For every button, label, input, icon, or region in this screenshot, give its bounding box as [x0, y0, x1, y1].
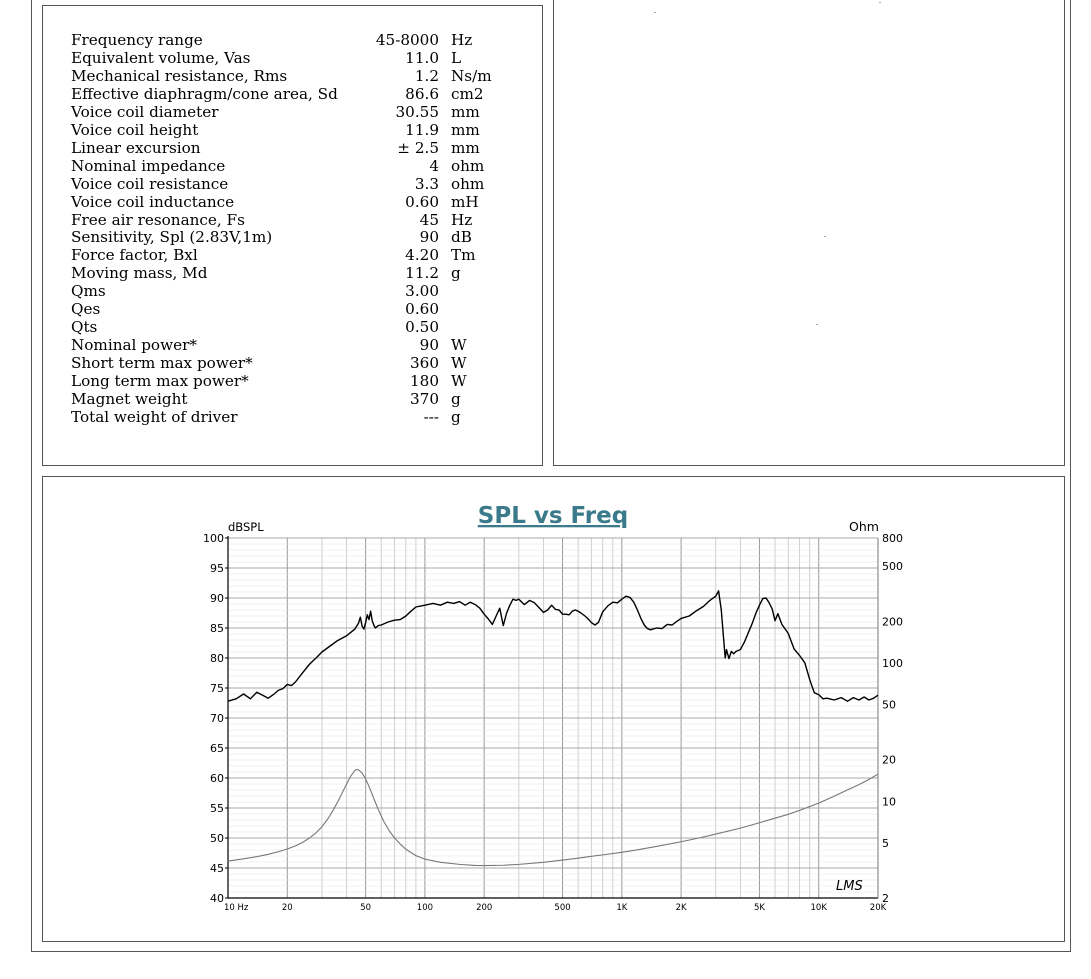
spec-value: 11.2	[405, 264, 439, 283]
x-tick-label: 20K	[869, 903, 887, 913]
spec-label: Nominal impedance	[71, 156, 226, 175]
x-tick-label: 200	[476, 903, 493, 913]
y2-tick-label: 50	[882, 698, 896, 712]
y-tick-label: 65	[210, 742, 224, 755]
spec-value: 0.50	[405, 318, 439, 337]
spec-label: Linear excursion	[71, 138, 201, 157]
spec-value: 180	[410, 372, 439, 391]
spec-unit: Hz	[451, 31, 473, 49]
spec-label: Qts	[71, 318, 98, 337]
spec-value: 0.60	[405, 192, 439, 211]
spec-label: Voice coil height	[71, 120, 199, 139]
y-tick-label: 85	[210, 622, 224, 635]
x-tick-label: 10 Hz	[224, 903, 249, 913]
spec-value: 1.2	[414, 66, 439, 85]
y2-tick-label: 100	[882, 656, 903, 670]
y2-tick-label: 800	[882, 532, 903, 545]
chart-grid	[228, 538, 878, 898]
spec-label: Short term max power*	[71, 354, 253, 373]
spec-unit: W	[451, 336, 467, 355]
spec-value: 86.6	[405, 84, 439, 103]
spec-unit: W	[451, 354, 467, 373]
x-tick-label: 100	[416, 903, 434, 913]
y2-tick-label: 5	[882, 836, 889, 850]
spec-unit: g	[451, 264, 461, 283]
spec-value: 360	[410, 354, 439, 373]
spec-label: Effective diaphragm/cone area, Sd	[71, 84, 338, 103]
y2-tick-label: 10	[882, 795, 896, 809]
spec-value: 11.9	[405, 120, 439, 139]
spec-label: Magnet weight	[71, 390, 188, 408]
spec-label: Qms	[71, 282, 106, 301]
spec-label: Voice coil diameter	[71, 102, 219, 121]
spec-unit: mm	[451, 138, 480, 157]
spec-label: Voice coil inductance	[71, 192, 235, 211]
chart-title: SPL vs Freq	[477, 503, 629, 529]
y-tick-label: 70	[210, 712, 224, 725]
spec-unit: g	[451, 390, 461, 408]
spec-label: Voice coil resistance	[71, 174, 229, 193]
spec-unit: Tm	[451, 246, 476, 265]
spec-label: Free air resonance, Fs	[71, 210, 245, 229]
spec-label: Nominal power*	[71, 336, 197, 355]
spec-label: Equivalent volume, Vas	[71, 48, 251, 67]
y-tick-label: 80	[210, 652, 224, 665]
x-tick-label: 1K	[616, 903, 628, 913]
y-tick-label: 95	[210, 562, 224, 575]
y-tick-label: 75	[210, 682, 224, 695]
y2-tick-label: 500	[882, 560, 903, 574]
spec-value: 11.0	[405, 48, 439, 67]
spec-unit: mH	[451, 192, 479, 211]
spec-value: 370	[410, 390, 439, 408]
spec-value: 4	[429, 156, 439, 175]
x-tick-label: 50	[360, 903, 372, 913]
spec-value: ---	[423, 407, 439, 426]
spec-unit: L	[451, 48, 462, 67]
lms-watermark: LMS	[836, 879, 863, 894]
spec-value: 3.00	[405, 282, 439, 301]
spec-value: 90	[419, 336, 439, 355]
spec-value: 4.20	[405, 246, 439, 265]
spec-unit: ohm	[451, 174, 485, 193]
spec-unit: Ns/m	[451, 66, 492, 85]
spec-label: Total weight of driver	[71, 407, 238, 426]
x-tick-label: 10K	[810, 903, 827, 913]
x-tick-label: 20	[281, 903, 293, 913]
y2-tick-label: 200	[882, 615, 903, 629]
spec-value: 90	[419, 228, 439, 247]
y-tick-label: 60	[210, 772, 224, 785]
x-tick-label: 2K	[675, 903, 687, 913]
right-axis-label: Ohm	[849, 519, 879, 534]
y-tick-label: 90	[210, 592, 224, 605]
spec-value: 30.55	[395, 102, 439, 121]
spec-value: 0.60	[405, 300, 439, 319]
spec-value: 45-8000	[375, 31, 439, 49]
spec-label: Force factor, Bxl	[71, 246, 198, 265]
spec-value: 45	[419, 210, 439, 229]
x-tick-label: 5K	[753, 903, 765, 913]
y-tick-label: 55	[210, 802, 224, 815]
y-tick-label: 100	[203, 532, 224, 545]
y-tick-label: 45	[210, 862, 224, 875]
x-tick-label: 500	[554, 903, 571, 913]
chart-lines	[228, 591, 878, 866]
spec-value: ± 2.5	[397, 138, 439, 157]
spec-unit: Hz	[451, 210, 473, 229]
spec-unit: g	[451, 407, 461, 426]
spec-unit: mm	[451, 102, 480, 121]
spec-label: Qes	[71, 300, 101, 319]
y-tick-label: 40	[210, 892, 224, 905]
spec-unit: dB	[451, 228, 472, 247]
spec-unit: cm2	[451, 84, 484, 103]
spec-label: Sensitivity, Spl (2.83V,1m)	[71, 228, 273, 247]
spec-unit: W	[451, 372, 467, 391]
y2-tick-label: 2	[882, 892, 889, 905]
spec-value: 3.3	[414, 174, 439, 193]
spec-unit: mm	[451, 120, 480, 139]
y-tick-label: 50	[210, 832, 224, 845]
spec-unit: ohm	[451, 156, 485, 175]
spec-label: Long term max power*	[71, 372, 249, 391]
y2-tick-label: 20	[882, 753, 896, 767]
spec-label: Frequency range	[71, 31, 203, 49]
spec-label: Mechanical resistance, Rms	[71, 66, 288, 85]
spec-label: Moving mass, Md	[71, 264, 208, 283]
left-axis-label: dBSPL	[228, 520, 264, 534]
